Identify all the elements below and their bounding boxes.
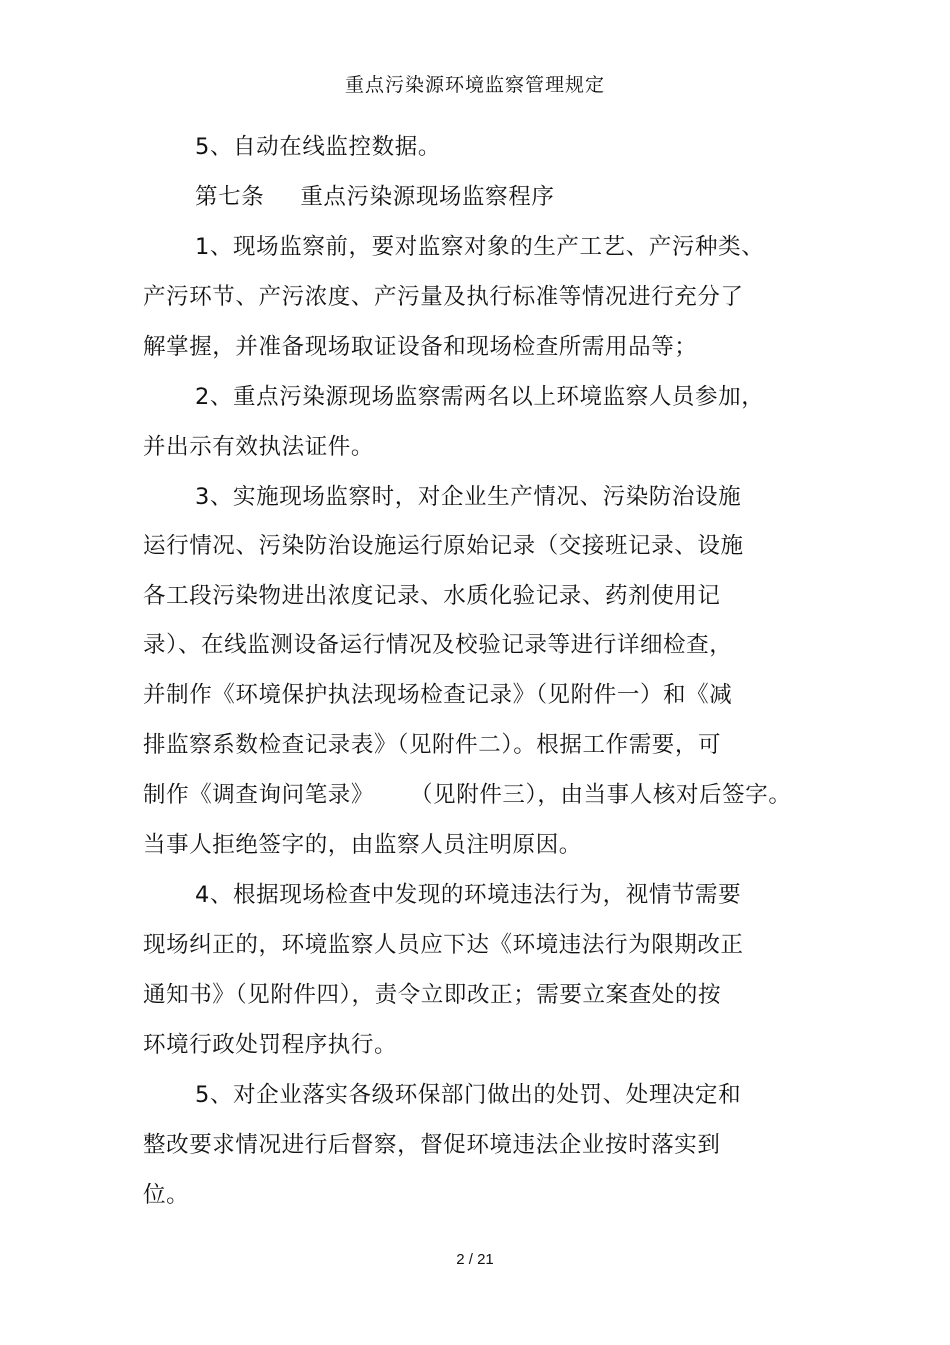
page-header-title: 重点污染源环境监察管理规定 (344, 74, 605, 96)
text-line: 并制作《环境保护执法现场检查记录》（见附件一）和《减 (143, 682, 733, 708)
text-line: 1、现场监察前，要对监察对象的生产工艺、产污种类、 (195, 234, 765, 260)
article-heading-line (195, 182, 554, 212)
text-line: 2、重点污染源现场监察需两名以上环境监察人员参加， (195, 384, 765, 410)
text-line: 现场纠正的，环境监察人员应下达《环境违法行为限期改正 (143, 932, 744, 958)
text-line: 5、对企业落实各级环保部门做出的处罚、处理决定和 (195, 1082, 742, 1108)
text-line: 通知书》（见附件四），责令立即改正；需要立案查处的按 (143, 982, 722, 1008)
article-title: 重点污染源现场监察程序 (300, 184, 555, 210)
page-number: 2 / 21 (456, 1251, 494, 1268)
article-number: 第七条 (195, 184, 265, 210)
text-line: 整改要求情况进行后督察，督促环境违法企业按时落实到 (143, 1132, 721, 1158)
text-line: 位。 (143, 1182, 190, 1208)
text-line: 录）、在线监测设备运行情况及校验记录等进行详细检查， (143, 632, 733, 658)
text-line: 并出示有效执法证件。 (143, 434, 375, 460)
text-line: 各工段污染物进出浓度记录、水质化验记录、药剂使用记 (143, 583, 721, 609)
text-line-split (143, 780, 791, 810)
text-line: 4、根据现场检查中发现的环境违法行为，视情节需要 (195, 882, 742, 908)
text-line: 5、自动在线监控数据。 (195, 134, 441, 160)
text-segment: 制作《调查询问笔录》 (143, 782, 375, 808)
text-line: 当事人拒绝签字的，由监察人员注明原因。 (143, 832, 582, 858)
text-line: 解掌握，并准备现场取证设备和现场检查所需用品等； (143, 334, 698, 360)
text-line: 产污环节、产污浓度、产污量及执行标准等情况进行充分了 (143, 284, 744, 310)
text-segment: （见附件三），由当事人核对后签字。 (410, 782, 792, 808)
text-line: 环境行政处罚程序执行。 (143, 1032, 398, 1058)
text-line: 运行情况、污染防治设施运行原始记录（交接班记录、设施 (143, 533, 744, 559)
text-line: 3、实施现场监察时，对企业生产情况、污染防治设施 (195, 484, 742, 510)
text-line: 排监察系数检查记录表》（见附件二）。根据工作需要，可 (143, 732, 722, 758)
